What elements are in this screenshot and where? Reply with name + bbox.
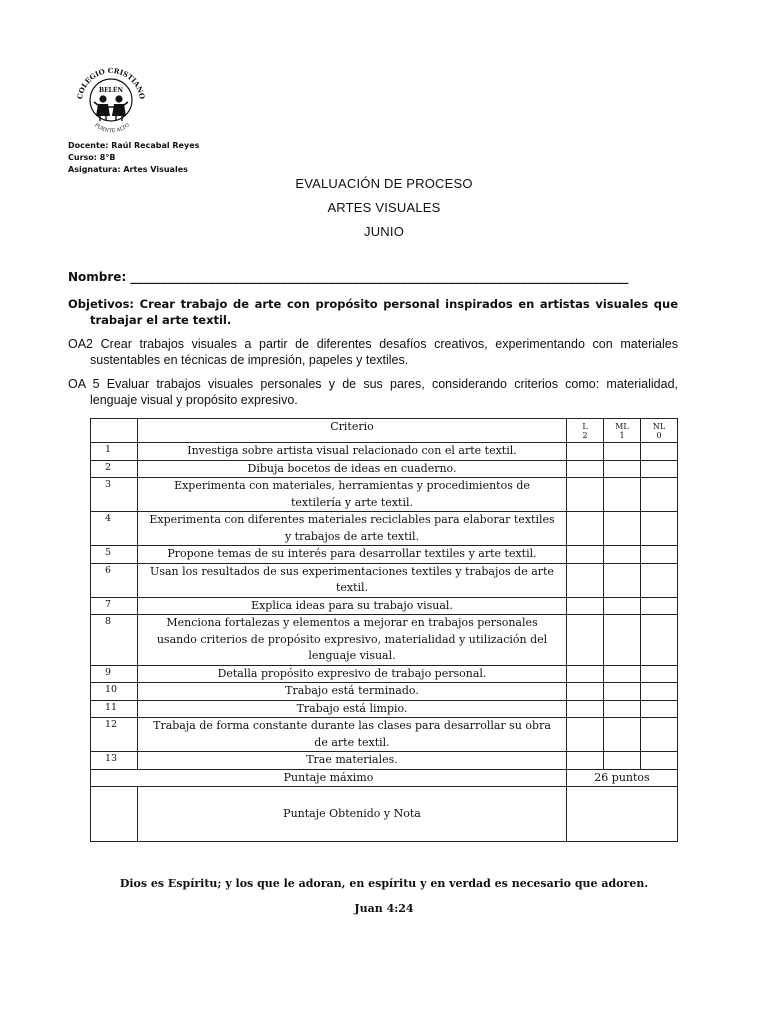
row-number: 8 xyxy=(91,615,138,666)
doc-month: JUNIO xyxy=(364,224,404,239)
row-criterio: Investiga sobre artista visual relacionado con el arte textil. xyxy=(138,443,567,461)
nl-header: NL 0 xyxy=(641,419,678,443)
row-ml-cell[interactable] xyxy=(604,563,641,597)
row-criterio: Menciona fortalezas y elementos a mejorar en trabajos personales usando criterios de propósito expresivo, materialidad y utilización del lenguaje visual. xyxy=(138,615,567,666)
row-ml-cell[interactable] xyxy=(604,512,641,546)
row-criterio: Usan los resultados de sus experimentaciones textiles y trabajos de arte textil. xyxy=(138,563,567,597)
row-nl-cell[interactable] xyxy=(641,512,678,546)
row-nl-cell[interactable] xyxy=(641,665,678,683)
row-number: 5 xyxy=(91,546,138,564)
row-ml-cell[interactable] xyxy=(604,478,641,512)
table-row xyxy=(91,512,678,546)
school-logo xyxy=(68,62,154,134)
oa5-text: OA 5 Evaluar trabajos visuales personales y de sus pares, considerando criterios como: materialidad, lenguaje visual y propósito expresivo. xyxy=(68,377,678,407)
row-criterio: Detalla propósito expresivo de trabajo personal. xyxy=(138,665,567,683)
table-row xyxy=(91,478,678,512)
row-number: 3 xyxy=(91,478,138,512)
row-nl-cell[interactable] xyxy=(641,563,678,597)
row-criterio: Trabajo está terminado. xyxy=(138,683,567,701)
svg-text:PUENTE ALTO: PUENTE ALTO xyxy=(93,122,131,134)
row-ml-cell[interactable] xyxy=(604,665,641,683)
row-l-cell[interactable] xyxy=(567,700,604,718)
row-ml-cell[interactable] xyxy=(604,752,641,770)
row-l-cell[interactable] xyxy=(567,752,604,770)
course: Curso: 8°B xyxy=(68,153,116,162)
table-row xyxy=(91,460,678,478)
row-criterio: Trabaja de forma constante durante las clases para desarrollar su obra de arte textil. xyxy=(138,718,567,752)
row-nl-cell[interactable] xyxy=(641,597,678,615)
row-l-cell[interactable] xyxy=(567,443,604,461)
table-row xyxy=(91,563,678,597)
row-ml-cell[interactable] xyxy=(604,718,641,752)
table-row xyxy=(91,597,678,615)
table-row xyxy=(91,718,678,752)
row-l-cell[interactable] xyxy=(567,460,604,478)
obtained-score-row xyxy=(91,787,678,842)
row-criterio: Experimenta con materiales, herramientas y procedimientos de textilería y arte textil. xyxy=(138,478,567,512)
row-number: 2 xyxy=(91,460,138,478)
row-ml-cell[interactable] xyxy=(604,460,641,478)
row-criterio: Trabajo está limpio. xyxy=(138,700,567,718)
row-nl-cell[interactable] xyxy=(641,683,678,701)
row-l-cell[interactable] xyxy=(567,718,604,752)
row-criterio: Experimenta con diferentes materiales reciclables para elaborar textiles y trabajos de arte textil. xyxy=(138,512,567,546)
l-header: L 2 xyxy=(567,419,604,443)
teacher: Docente: Raúl Recabal Reyes xyxy=(68,141,200,150)
svg-text:BELÉN: BELÉN xyxy=(99,87,123,94)
oa2-text: OA2 Crear trabajos visuales a partir de diferentes desafíos creativos, experimentando con materiales sustentables en técnicas de impresión, papeles y textiles. xyxy=(68,337,678,367)
table-row xyxy=(91,443,678,461)
row-number: 9 xyxy=(91,665,138,683)
row-l-cell[interactable] xyxy=(567,665,604,683)
row-nl-cell[interactable] xyxy=(641,478,678,512)
row-criterio: Explica ideas para su trabajo visual. xyxy=(138,597,567,615)
row-criterio: Trae materiales. xyxy=(138,752,567,770)
row-criterio: Dibuja bocetos de ideas en cuaderno. xyxy=(138,460,567,478)
table-row xyxy=(91,700,678,718)
table-row xyxy=(91,683,678,701)
row-nl-cell[interactable] xyxy=(641,615,678,666)
bible-reference: Juan 4:24 xyxy=(354,902,414,915)
row-ml-cell[interactable] xyxy=(604,597,641,615)
table-header-row xyxy=(91,419,678,443)
row-nl-cell[interactable] xyxy=(641,718,678,752)
table-row xyxy=(91,546,678,564)
course-info xyxy=(68,140,199,176)
rubric-table xyxy=(90,418,678,842)
row-nl-cell[interactable] xyxy=(641,752,678,770)
doc-title: EVALUACIÓN DE PROCESO xyxy=(295,176,473,191)
row-l-cell[interactable] xyxy=(567,597,604,615)
row-number: 4 xyxy=(91,512,138,546)
row-l-cell[interactable] xyxy=(567,478,604,512)
row-number: 1 xyxy=(91,443,138,461)
row-number: 11 xyxy=(91,700,138,718)
row-ml-cell[interactable] xyxy=(604,443,641,461)
svg-text:COLEGIO CRISTIANO: COLEGIO CRISTIANO xyxy=(75,65,147,100)
row-nl-cell[interactable] xyxy=(641,546,678,564)
row-ml-cell[interactable] xyxy=(604,546,641,564)
row-number: 12 xyxy=(91,718,138,752)
ml-header: ML 1 xyxy=(604,419,641,443)
row-l-cell[interactable] xyxy=(567,512,604,546)
row-criterio: Propone temas de su interés para desarrollar textiles y arte textil. xyxy=(138,546,567,564)
row-l-cell[interactable] xyxy=(567,563,604,597)
obtained-score-input[interactable] xyxy=(567,787,678,842)
table-row xyxy=(91,752,678,770)
bible-quote: Dios es Espíritu; y los que le adoran, en espíritu y en verdad es necesario que adoren. xyxy=(119,877,649,890)
row-number: 13 xyxy=(91,752,138,770)
row-number: 7 xyxy=(91,597,138,615)
row-ml-cell[interactable] xyxy=(604,683,641,701)
max-score-value: 26 puntos xyxy=(567,769,678,787)
row-number: 10 xyxy=(91,683,138,701)
obtained-score-label: Puntaje Obtenido y Nota xyxy=(138,787,567,842)
criterio-header: Criterio xyxy=(138,419,567,443)
row-l-cell[interactable] xyxy=(567,683,604,701)
row-l-cell[interactable] xyxy=(567,615,604,666)
row-nl-cell[interactable] xyxy=(641,460,678,478)
objectives: Objetivos: Crear trabajo de arte con propósito personal inspirados en artistas visuales que trabajar el arte textil. xyxy=(68,297,678,327)
max-score-row xyxy=(91,769,678,787)
row-l-cell[interactable] xyxy=(567,546,604,564)
row-number: 6 xyxy=(91,563,138,597)
row-ml-cell[interactable] xyxy=(604,700,641,718)
obtained-blank xyxy=(91,787,138,842)
table-row xyxy=(91,615,678,666)
row-nl-cell[interactable] xyxy=(641,443,678,461)
subject: Asignatura: Artes Visuales xyxy=(68,165,188,174)
table-row xyxy=(91,665,678,683)
row-nl-cell[interactable] xyxy=(641,700,678,718)
doc-subtitle: ARTES VISUALES xyxy=(327,200,441,215)
max-score-label: Puntaje máximo xyxy=(91,769,567,787)
name-field[interactable]: Nombre: ___________________________________________________________________________________ xyxy=(68,270,629,284)
row-ml-cell[interactable] xyxy=(604,615,641,666)
num-header xyxy=(91,419,138,443)
